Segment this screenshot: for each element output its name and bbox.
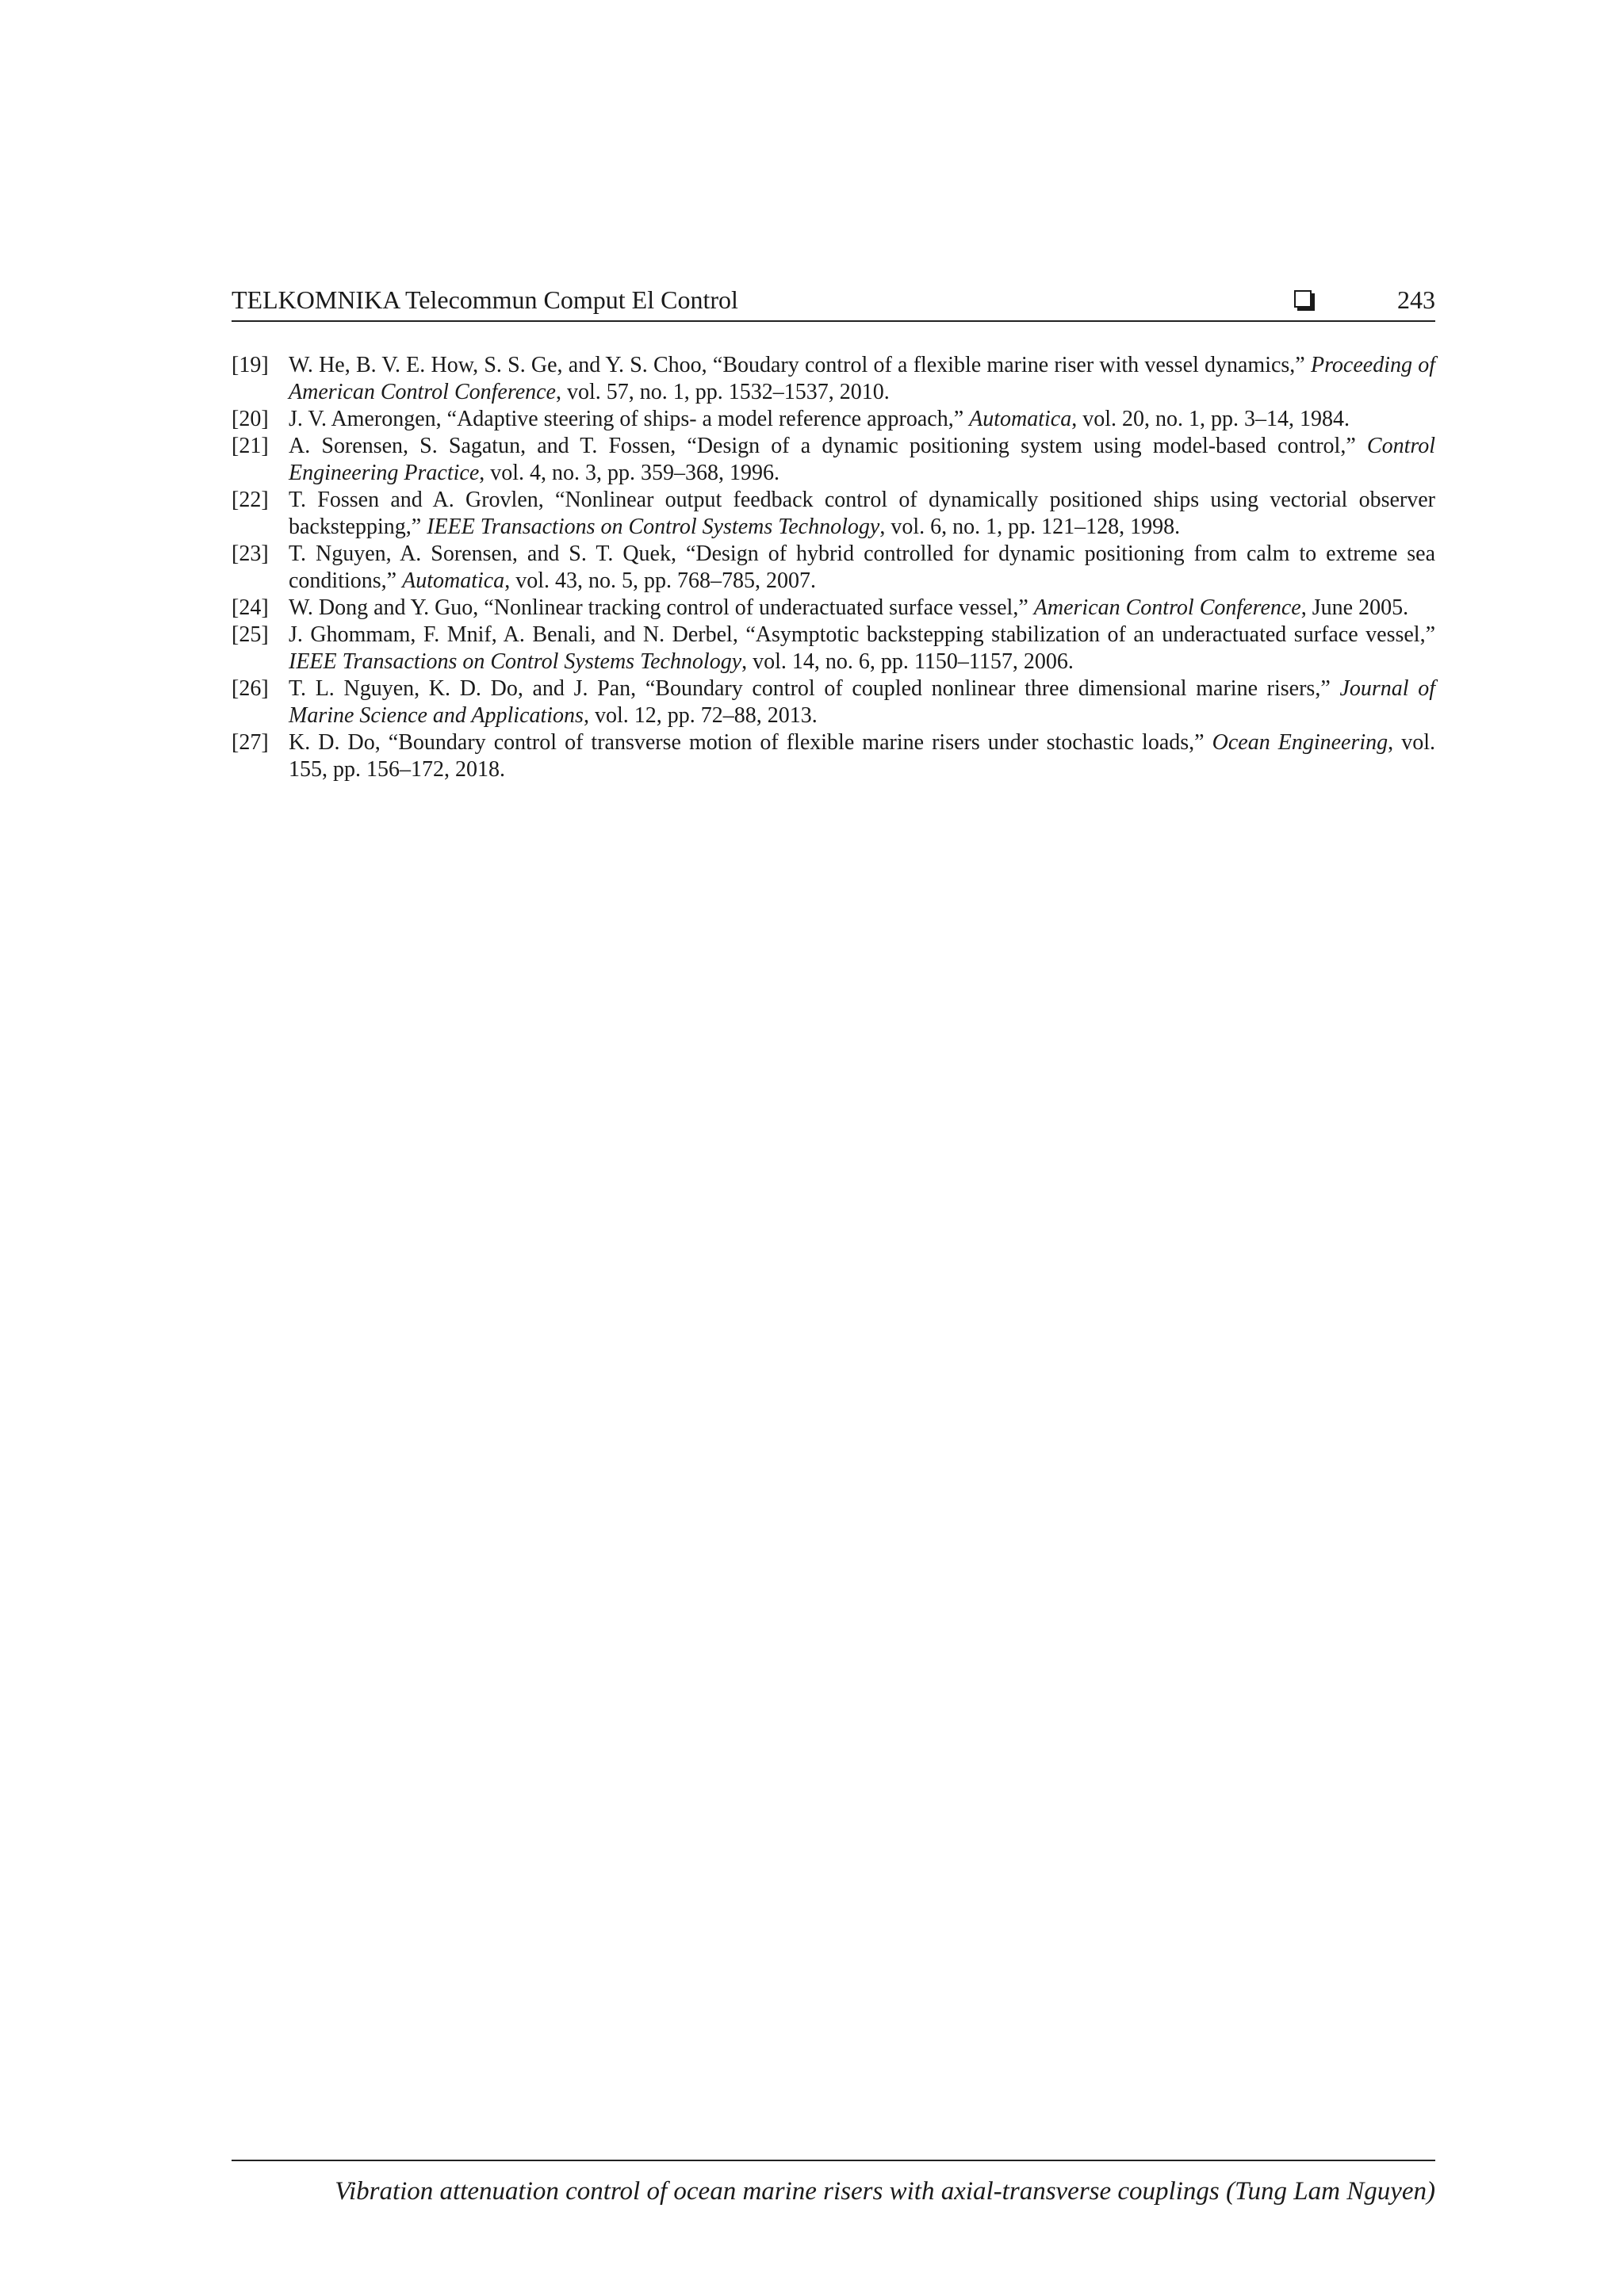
reference-venue: IEEE Transactions on Control Systems Technology [289,649,742,674]
reference-authors-title: J. V. Amerongen, “Adaptive steering of ships- a model reference approach,” [289,407,970,431]
reference-details: , vol. 57, no. 1, pp. 1532–1537, 2010. [555,380,890,404]
reference-authors-title: T. L. Nguyen, K. D. Do, and J. Pan, “Boundary control of coupled nonlinear three dimensional marine risers,” [289,676,1340,701]
reference-number: [26] [232,676,269,701]
reference-number: [25] [232,622,269,647]
reference-authors-title: K. D. Do, “Boundary control of transverse motion of flexible marine risers under stochastic loads,” [289,730,1212,755]
reference-item [232,595,1435,622]
reference-authors-title: A. Sorensen, S. Sagatun, and T. Fossen, “Design of a dynamic positioning system using model-based control,” [289,434,1367,458]
journal-name: TELKOMNIKA Telecommun Comput El Control [232,285,738,314]
reference-details: , vol. 43, no. 5, pp. 768–785, 2007. [504,568,816,593]
reference-authors-title: J. Ghommam, F. Mnif, A. Benali, and N. Derbel, “Asymptotic backstepping stabilization of an underactuated surface vessel,” [289,622,1435,647]
reference-number: [23] [232,541,269,566]
reference-authors-title: W. Dong and Y. Guo, “Nonlinear tracking control of underactuated surface vessel,” [289,595,1034,620]
reference-details: , vol. 155, pp. 156–172, 2018. [289,730,1435,782]
reference-venue: Journal of Marine Science and Applications [289,676,1435,728]
footer-title: Vibration attenuation control of ocean marine risers with axial-transverse couplings (Tung Lam Nguyen) [335,2177,1435,2206]
reference-number: [20] [232,407,269,431]
reference-item [232,541,1435,595]
box-square-icon [1294,290,1312,308]
page-footer [232,2160,1435,2206]
reference-item [232,406,1435,433]
reference-number: [27] [232,730,269,755]
reference-number: [21] [232,434,269,458]
reference-list [232,352,1435,783]
reference-authors-title: W. He, B. V. E. How, S. S. Ge, and Y. S. Choo, “Boudary control of a flexible marine riser with vessel dynamics,” [289,353,1311,377]
reference-venue: Control Engineering Practice [289,434,1435,485]
reference-details: , vol. 20, no. 1, pp. 3–14, 1984. [1071,407,1350,431]
reference-details: , June 2005. [1300,595,1409,620]
reference-venue: Automatica [402,568,505,593]
reference-authors-title: T. Fossen and A. Grovlen, “Nonlinear output feedback control of dynamically positioned ships using vectorial observer backstepping,” [289,488,1435,539]
reference-item [232,622,1435,675]
reference-venue: Proceeding of American Control Conference [289,353,1435,404]
page-number: 243 [1397,285,1435,314]
reference-item [232,433,1435,487]
reference-authors-title: T. Nguyen, A. Sorensen, and S. T. Quek, “Design of hybrid controlled for dynamic positioning from calm to extreme sea conditions,” [289,541,1435,593]
reference-venue: American Control Conference [1033,595,1301,620]
reference-number: [22] [232,488,269,512]
reference-details: , vol. 6, no. 1, pp. 121–128, 1998. [879,515,1181,539]
reference-item [232,675,1435,729]
reference-details: , vol. 12, pp. 72–88, 2013. [583,703,818,728]
reference-item [232,352,1435,406]
reference-number: [19] [232,353,269,377]
reference-details: , vol. 14, no. 6, pp. 1150–1157, 2006. [741,649,1074,674]
reference-venue: Automatica [969,407,1072,431]
reference-number: [24] [232,595,269,620]
page-header [232,282,1435,322]
reference-details: , vol. 4, no. 3, pp. 359–368, 1996. [479,461,780,485]
reference-venue: Ocean Engineering [1212,730,1388,755]
reference-venue: IEEE Transactions on Control Systems Technology [427,515,880,539]
reference-item [232,487,1435,541]
reference-item [232,729,1435,783]
